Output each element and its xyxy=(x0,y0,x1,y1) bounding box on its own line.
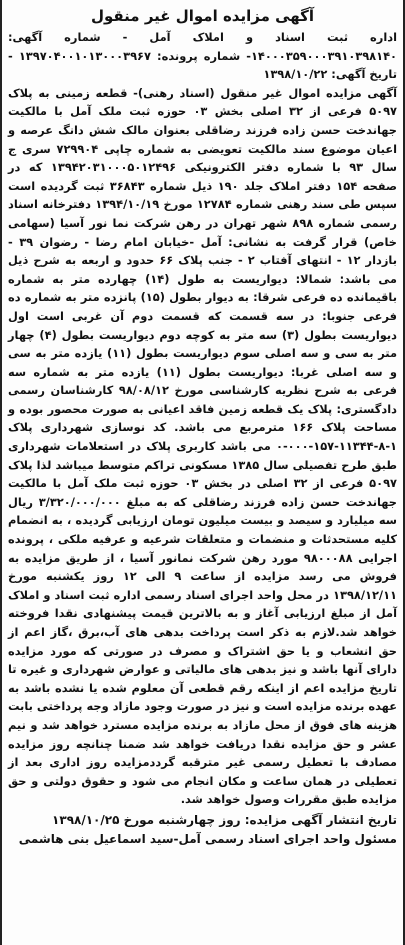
publish-date: تاریخ انتشار آگهی مزایده: روز چهارشنبه مورخ ۱۳۹۸/۱۰/۲۵ xyxy=(52,812,397,827)
notice-footer xyxy=(8,811,397,849)
notice-body xyxy=(8,28,397,809)
signature-line: مسئول واحد اجرای اسناد رسمی آمل-سید اسماعیل بنی هاشمی xyxy=(18,831,397,846)
notice-main-text: آگهی مزایده اموال غیر منقول (اسناد رهنی)- قطعه زمینی به پلاک ۵۰۹۷ فرعی از ۳۲ اصلی بخش ۰۳ حوزه ثبت ملک آمل با مالکیت جهاندخت حسن زاده فرزند رضاقلی بعنوان مالک شش دانگ عرصه و اعیان موضوع سند مالکیت تعویضی به شماره چاپی ۷۲۹۹۰۴ سری ج سال ۹۳ با شماره دفتر الکترونیکی ۱۳۹۴۲۰۳۱۰۰۰۵۰۱۲۴۹۶ که در صفحه ۱۵۴ دفتر املاک جلد ۱۹۰ ذیل شماره ۳۶۸۴۳ ثبت گردیده است سپس طی سند رهنی شماره ۱۲۷۸۴ مورخ ۱۳۹۴/۱۰/۱۹ دفترخانه اسناد رسمی شماره ۸۹۸ شهر تهران در رهن شرکت نما نور آسیا (سهامی خاص) قرار گرفت به نشانی: آمل -خیابان امام رضا - رضوان ۳۹ - بازدار ۱۲ - انتهای آفتاب ۲ - جنب پلاک ۶۶ حدود و اربعه به شرح ذیل می باشد: شمالا: دیواریست به طول (۱۴) چهارده متر به شماره باقیمانده ده فرعی شرقا: به دیوار بطول (۱۵) پانزده متر به شماره ده فرعی جنوبا: در سه قسمت که قسمت دوم آن غربی است اول دیواریست بطول (۳) سه متر به کوچه دوم دیواریست بطول (۴) چهار متر به سی و سه اصلی سوم دیواریست بطول (۱۱) یازده متر به سی و سه اصلی غربا: دیواریست بطول (۱۱) یازده متر به شماره سه فرعی به شرح نظریه کارشناسی مورخ ۹۸/۰۸/۱۲ کارشناسان رسمی دادگستری: پلاک یک قطعه زمین فاقد اعیانی به صورت محصور بوده و مساحت پلاک ۱۶۶ مترمربع می باشد. کد نوسازی شهرداری پلاک ۱-۸-۱۱۳۴۴-۱۵۷-۰۰۰-۰ می باشد کاربری پلاک در استعلامات شهرداری طبق طرح تفصیلی سال ۱۳۸۵ مسکونی تراکم متوسط میباشد لذا پلاک ۵۰۹۷ فرعی از ۳۲ اصلی در بخش ۰۳ حوزه ثبت ملک آمل با مالکیت جهاندخت حسن زاده فرزند رضاقلی که به مبلغ ۳/۳۲۰/۰۰۰/۰۰۰ ریال سه میلیارد و سیصد و بیست میلیون تومان ارزیابی گردیده ، به انضمام کلیه مستحدثات و منضمات و متعلقات شرعیه و عرفیه ملکی ، پرونده اجرایی ۹۸۰۰۰۸۸ مورد رهن شرکت نمانور آسیا ، از طریق مزایده به فروش می رسد مزایده از ساعت ۹ الی ۱۲ روز یکشنبه مورخ ۱۳۹۸/۱۲/۱۱ در محل واحد اجرای اسناد رسمی اداره ثبت اسناد و املاک آمل از مبلغ ارزیابی آغاز و به بالاترین قیمت پیشنهادی نقدا فروخته خواهد شد.لازم به ذکر است پرداخت بدهی های آب،برق ،گاز اعم از حق انشعاب و یا حق اشتراک و مصرف در صورتی که مورد مزایده دارای آنها باشد و نیز بدهی های مالیاتی و عوارض شهرداری و غیره تا تاریخ مزایده اعم از اینکه رقم قطعی آن معلوم شده یا نشده باشد به عهده برنده مزایده است و نیز در صورت وجود مازاد وجه پرداختی بابت هزینه های فوق از محل مازاد به برنده مزایده مسترد خواهد شد و نیم عشر و حق مزایده نقدا دریافت خواهد شد ضمنا چنانچه روز مزایده مصادف با تعطیل رسمی غیر مترقبه گرددمزایده روز اداری بعد از تعطیلی در همان ساعت و مکان انجام می شود و حقوق دولتی و حق مزایده طبق مقررات وصول خواهد شد. xyxy=(8,85,398,807)
notice-title: آگهی مزایده اموال غیر منقول xyxy=(90,7,315,25)
notice-header-line: اداره ثبت اسناد و املاک آمل - شماره آگهی: ۱۴۰۰۰۳۵۹۰۰۰۳۹۱۰۳۹۸۱۴۰- شماره پرونده: ۱۳۹۷۰۴۰۰۱۰۱۳۰۰۰۳۹۶۷ - تاریخ آگهی: ۱۳۹۸/۱۰/۲۲ xyxy=(8,30,397,82)
